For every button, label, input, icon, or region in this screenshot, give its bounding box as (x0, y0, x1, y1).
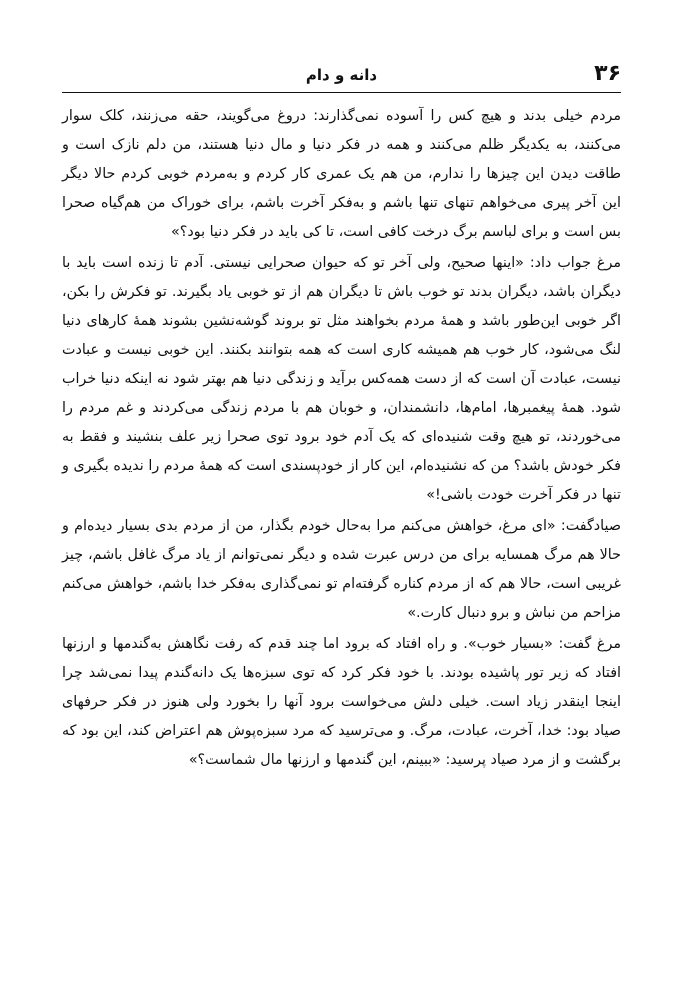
body-text (62, 102, 621, 775)
paragraph-bird-sees-grain: مرغ گفت: «بسیار خوب». و راه افتاد که برود اما چند قدم که رفت نگاهش به‌گندمها و ارزنها افتاد که زیر تور پاشیده بودند. با خود فکر کرد که توی سبزه‌ها یک دانه‌گندم پیدا نمی‌شد چرا اینجا اینقدر زیاد است. خیلی دلش می‌خواست برود آنها را بخورد ولی هنوز در فکر حرفهای صیاد بود: خدا، آخرت، عبادت، مرگ. و می‌ترسید که مرد سبزه‌پوش هم اعتراض کند، این بود که برگشت و از مرد صیاد پرسید: «ببینم، این گندمها و ارزنها مال شماست؟» (62, 636, 621, 768)
paragraph-hunter-plea: صیادگفت: «ای مرغ، خواهش می‌کنم مرا به‌حال خودم بگذار، من از مردم بدی بسیار دیده‌ام و حالا هم مرگ همسایه برای من درس عبرت شده و دیگر نمی‌توانم از یاد مرگ غافل باشم، چیز غریبی است، حالا هم که از مردم کناره گرفته‌ام تو نمی‌گذاری به‌فکر خدا باشم، خواهش می‌کنم مزاحم من نباش و برو دنبال کارت.» (62, 518, 621, 621)
page-header (62, 58, 621, 93)
paragraph-hermit-complaint: مردم خیلی بدند و هیچ کس را آسوده نمی‌گذارند: دروغ می‌گویند، حقه می‌زنند، کلک سوار می‌کنند، به یکدیگر ظلم می‌کنند و همه در فکر دنیا و مال دنیا هستند، من دلم نازک است و طاقت دیدن این چیزها را ندارم، من هم یک عمری کار کردم و به‌مردم خوبی کردم حالا دیگر این آخر پیری می‌خواهم تنهای تنها باشم و به‌فکر آخرت باشم، برای خوراک من هم‌گیاه صحرا بس است و برای لباسم برگ درخت کافی است، تا کی باید در فکر دنیا بود؟» (62, 108, 621, 240)
paragraph-bird-reply: مرغ جواب داد: «اینها صحیح، ولی آخر تو که حیوان صحرایی نیستی. آدم تا زنده است باید با دیگران باشد، دیگران بدند تو خوب باش تا دیگران هم از تو خوبی یاد بگیرند. تو فکرش را بکن، اگر خوبی این‌طور باشد و همهٔ مردم بخواهند مثل تو بروند گوشه‌نشین بشوند همهٔ کارهای دنیا لنگ می‌شود، کار خوب هم همیشه کاری است که همه بتوانند بکنند. این خوبی نیست و عبادت نیست، عبادت آن است که از دست همه‌کس برآید و زندگی دنیا هم بهتر شود نه اینکه دنیا خراب شود. همهٔ پیغمبرها، امام‌ها، دانشمندان، و خوبان هم با مردم زندگی می‌کردند و غم مردم را می‌خوردند، تو هیچ وقت شنیده‌ای که یک آدم خود برود توی صحرا زیر علف بنشیند و فقط به فکر خودش باشد؟ من که نشنیده‌ام، این کار از خودپسندی است که همهٔ مردم را ندیده بگیری و تنها در فکر آخرت خودت باشی!» (62, 255, 621, 503)
running-title: دانه و دام (305, 66, 378, 84)
page-number: ۳۶ (594, 61, 621, 86)
